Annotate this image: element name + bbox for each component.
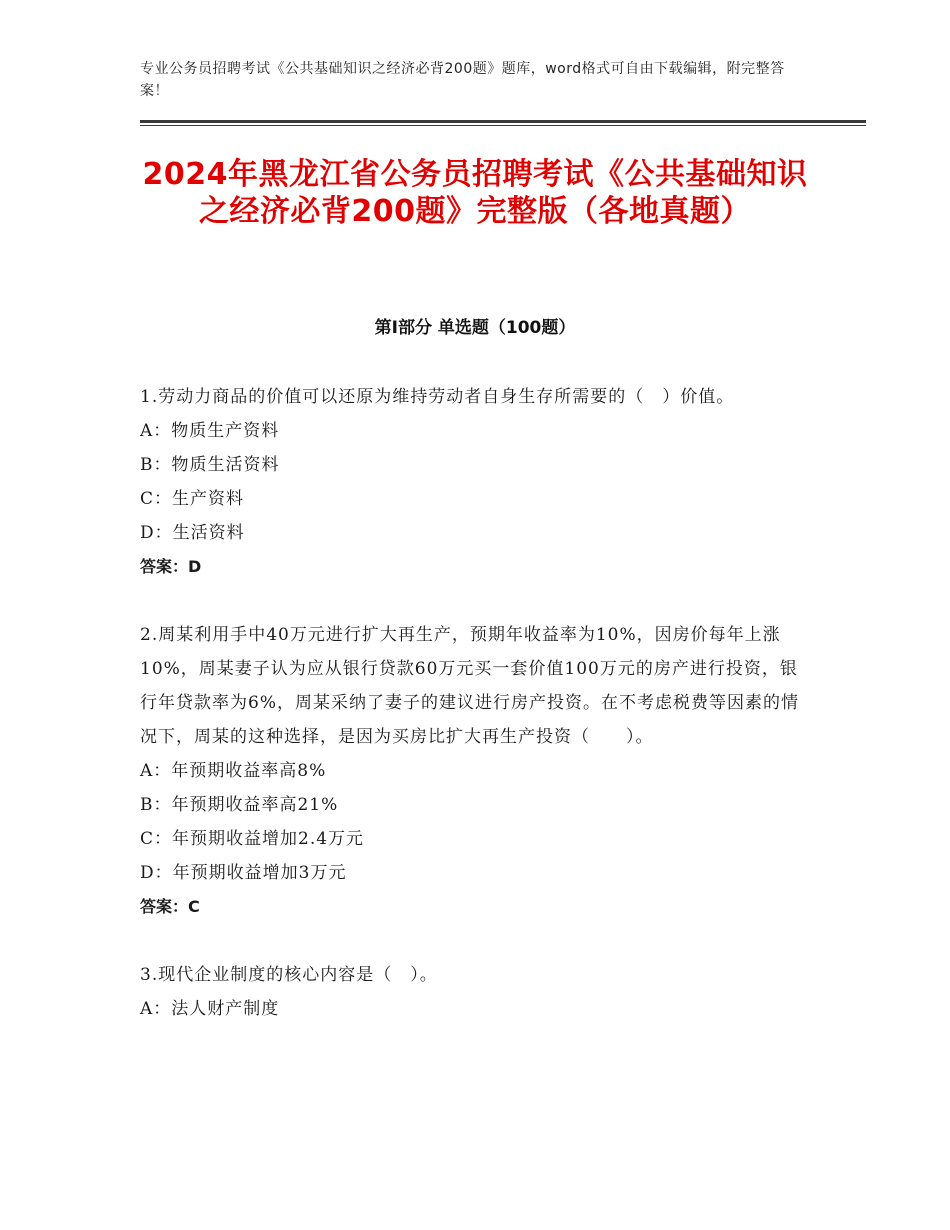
option-b[interactable]: B：物质生活资料 bbox=[140, 455, 280, 475]
option-a[interactable]: A：年预期收益率高8% bbox=[140, 761, 327, 781]
option-a[interactable]: A：物质生产资料 bbox=[140, 421, 280, 441]
option-c[interactable]: C：年预期收益增加2.4万元 bbox=[140, 829, 365, 849]
question-2 bbox=[140, 618, 810, 924]
question-1 bbox=[140, 380, 810, 584]
header-divider-thick bbox=[140, 120, 866, 123]
answer-label: 答案：D bbox=[140, 557, 202, 576]
document-title: 2024年黑龙江省公务员招聘考试《公共基础知识之经济必背200题》完整版（各地真题） bbox=[142, 157, 808, 229]
option-c[interactable]: C：生产资料 bbox=[140, 489, 245, 509]
question-list bbox=[140, 380, 810, 1060]
header-note: 专业公务员招聘考试《公共基础知识之经济必背200题》题库，word格式可自由下载编辑，附完整答案！ bbox=[140, 61, 785, 99]
option-d[interactable]: D：年预期收益增加3万元 bbox=[140, 863, 347, 883]
question-stem: 3.现代企业制度的核心内容是（ ）。 bbox=[140, 965, 438, 985]
question-stem: 1.劳动力商品的价值可以还原为维持劳动者自身生存所需要的（ ）价值。 bbox=[140, 387, 735, 407]
question-3 bbox=[140, 958, 810, 1026]
header-divider-thin bbox=[140, 125, 866, 126]
question-stem: 2.周某利用手中40万元进行扩大再生产，预期年收益率为10%，因房价每年上涨10%，周某妻子认为应从银行贷款60万元买一套价值100万元的房产进行投资，银行年贷款率为6%，周某采纳了妻子的建议进行房产投资。在不考虑税费等因素的情况下，周某的这种选择，是因为买房比扩大再生产投资（ ）。 bbox=[140, 625, 799, 747]
option-b[interactable]: B：年预期收益率高21% bbox=[140, 795, 339, 815]
answer-label: 答案：C bbox=[140, 897, 200, 916]
option-a[interactable]: A：法人财产制度 bbox=[140, 999, 280, 1019]
option-d[interactable]: D：生活资料 bbox=[140, 523, 245, 543]
section-title: 第I部分 单选题（100题） bbox=[374, 318, 576, 338]
